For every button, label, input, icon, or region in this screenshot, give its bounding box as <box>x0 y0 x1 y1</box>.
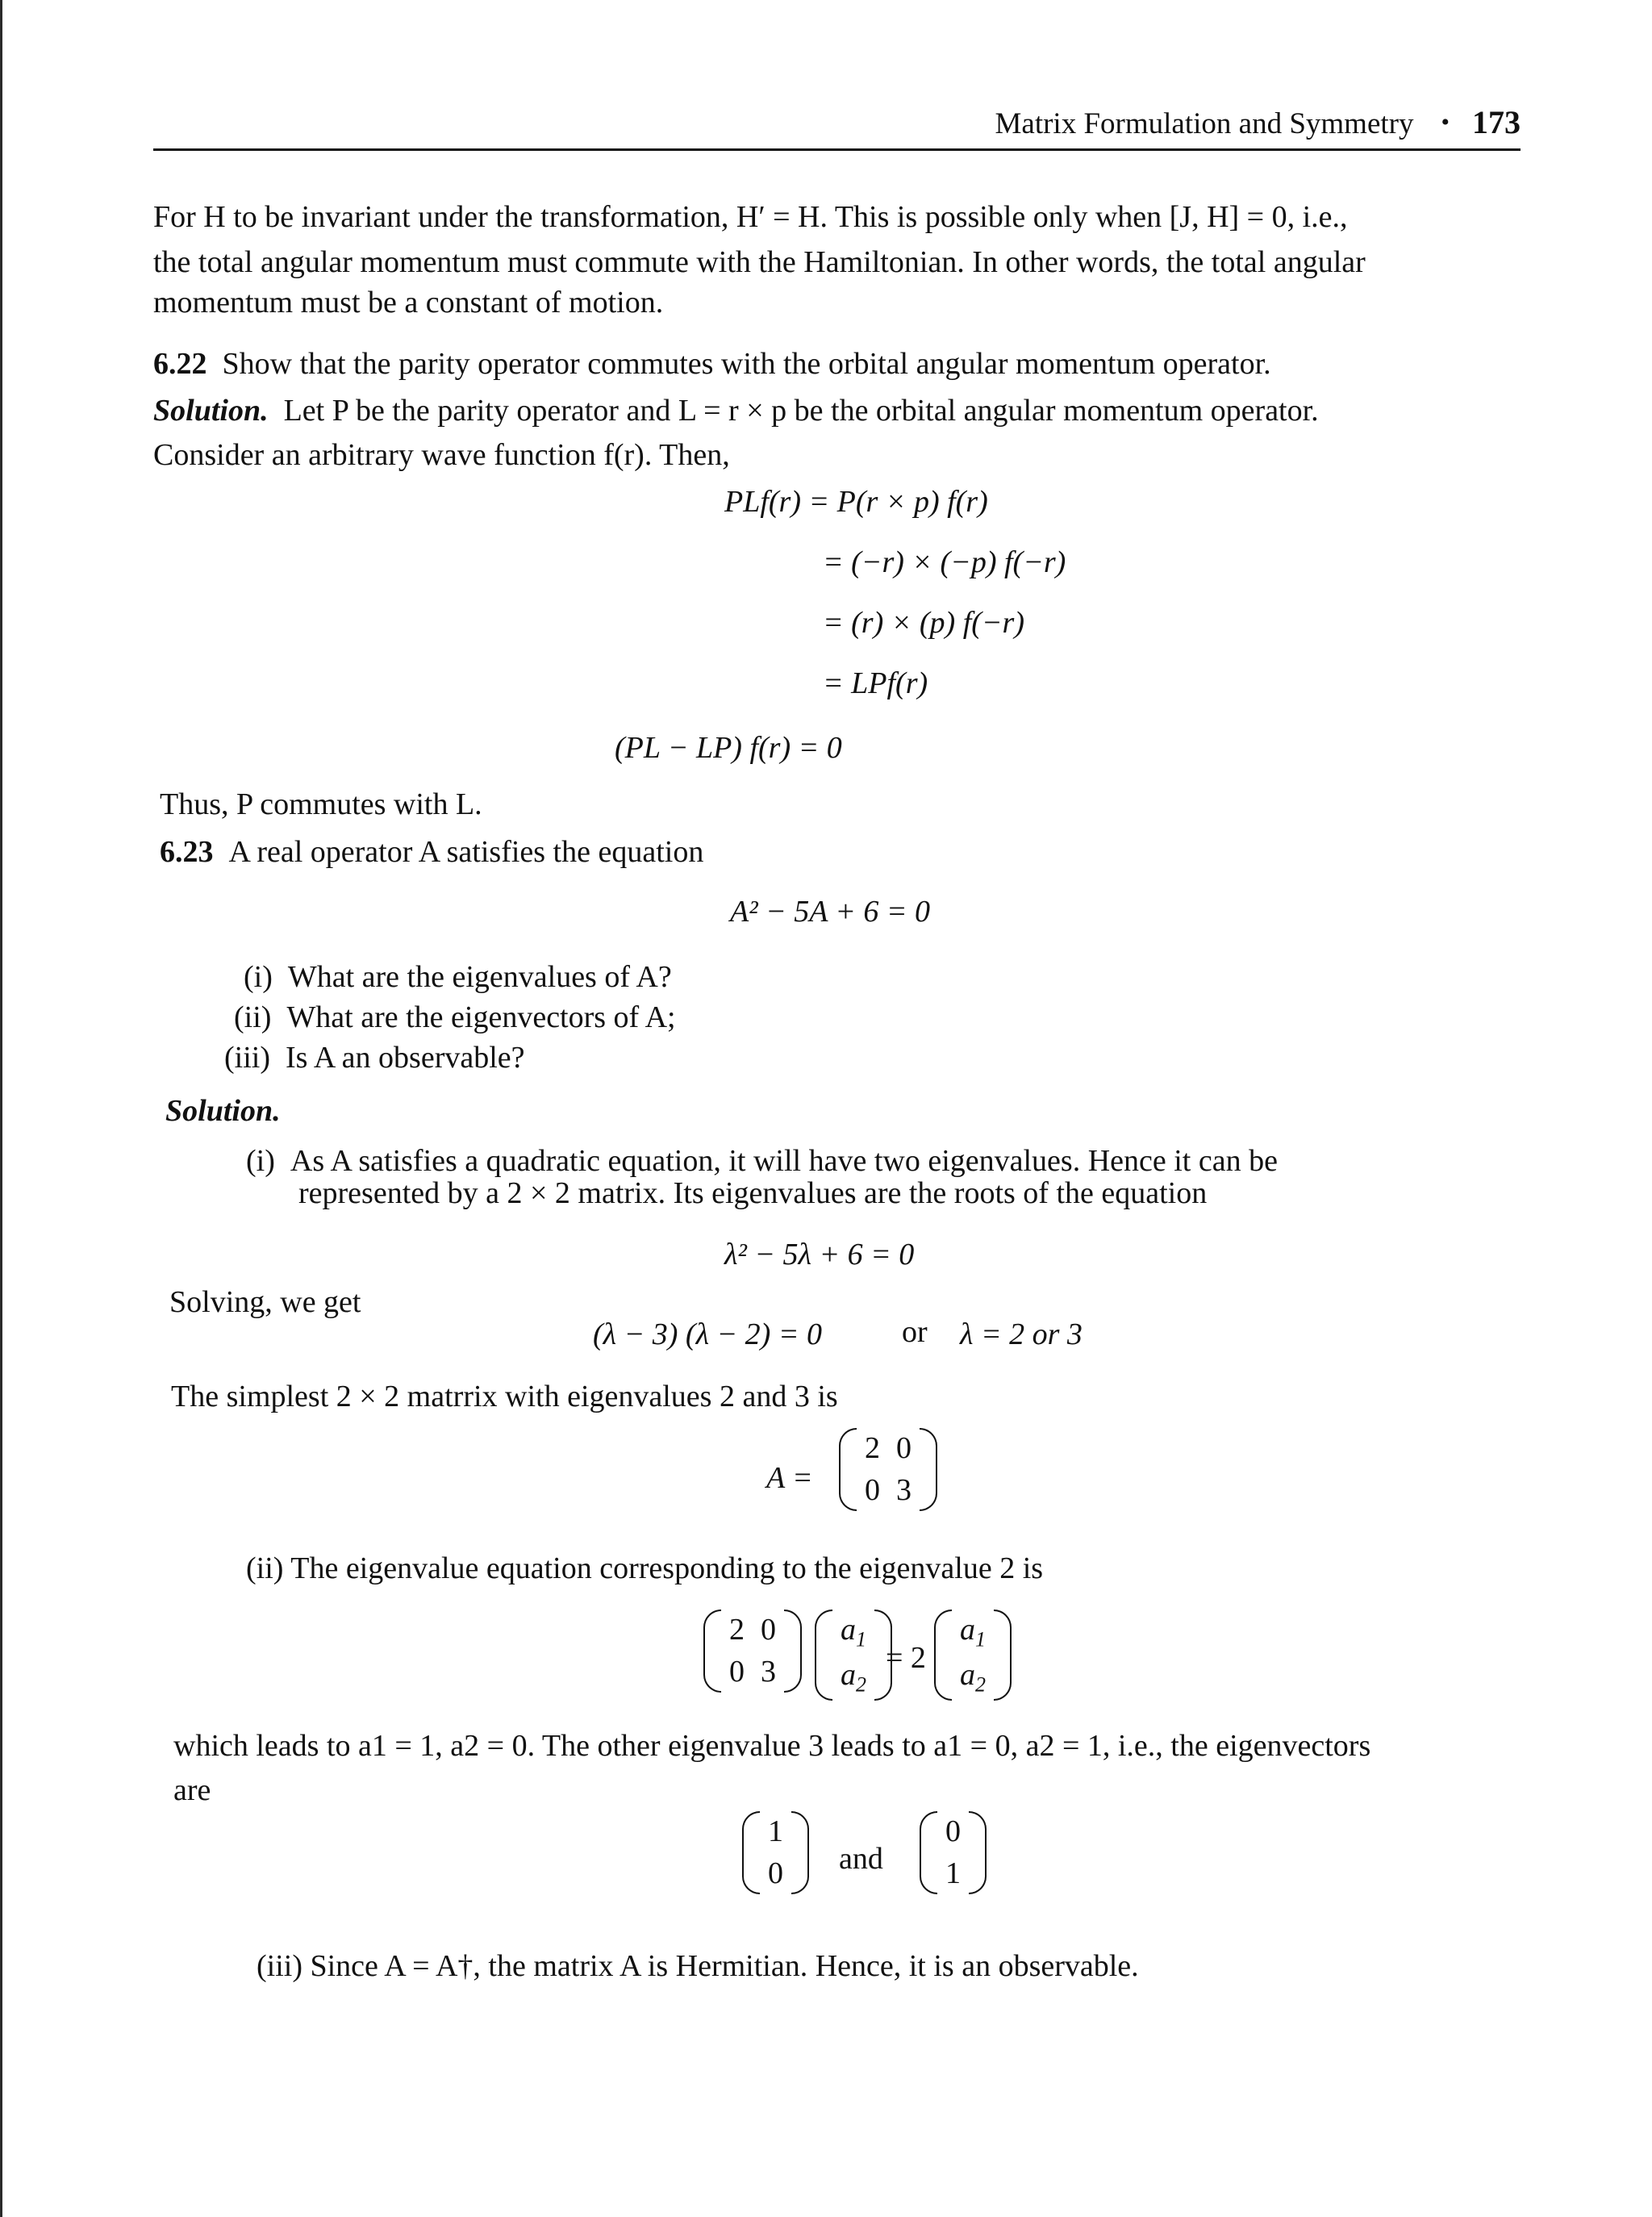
question-text: What are the eigenvectors of A; <box>286 1000 676 1034</box>
equation-line-4: = LPf(r) <box>823 666 928 700</box>
leads-line-2: are <box>173 1773 211 1807</box>
or-word: or <box>902 1315 928 1349</box>
matrix-cell: 3 <box>896 1472 912 1507</box>
equation-line-3: = (r) × (p) f(−r) <box>823 606 1024 640</box>
item-label: (i) <box>246 1144 275 1178</box>
eigenvector-1 <box>742 1811 809 1894</box>
page-header <box>153 103 1521 151</box>
solution-iii-text: (iii) Since A = A†, the matrix A is Hermitian. Hence, it is an observable. <box>257 1949 1139 1983</box>
vector-cell <box>952 1655 994 1700</box>
running-head: Matrix Formulation and Symmetry <box>995 107 1414 140</box>
item-text: As A satisfies a quadratic equation, it will have two eigenvalues. Hence it can be <box>290 1144 1278 1178</box>
eigenvector-column-left <box>815 1610 892 1701</box>
problem-statement: Show that the parity operator commutes with the orbital angular momentum operator. <box>222 347 1271 381</box>
matrix-cell: 3 <box>761 1654 776 1689</box>
vector-index: 2 <box>975 1673 986 1697</box>
solution-text: Let P be the parity operator and L = r × p be the orbital angular momentum operator. <box>283 394 1319 428</box>
vector-index: 2 <box>856 1673 866 1697</box>
question-2 <box>234 1002 676 1033</box>
problem-number: 6.23 <box>160 835 214 869</box>
and-word: and <box>839 1842 883 1876</box>
left-paren <box>839 1428 857 1511</box>
vector-cell <box>832 1610 874 1655</box>
vector-symbol: a <box>841 1613 856 1647</box>
vector-cell <box>832 1655 874 1700</box>
intro-line-3: momentum must be a constant of motion. <box>153 286 664 319</box>
solution-ii-text: (ii) The eigenvalue equation corresponding to the eigenvalue 2 is <box>246 1551 1044 1585</box>
question-1 <box>244 962 672 992</box>
solution-6-22-line-2: Consider an arbitrary wave function f(r). Then, <box>153 438 730 472</box>
right-paren <box>994 1610 1012 1701</box>
eigenvector-2 <box>920 1811 987 1894</box>
question-3 <box>224 1042 525 1073</box>
question-text: Is A an observable? <box>285 1041 525 1075</box>
matrix-cell: 0 <box>896 1431 912 1465</box>
equation-line-5: (PL − LP) f(r) = 0 <box>615 731 842 765</box>
left-paren <box>920 1811 937 1894</box>
vector-index: 1 <box>975 1627 986 1651</box>
problem-statement: A real operator A satisfies the equation <box>228 835 704 869</box>
eigen-matrix <box>703 1610 802 1693</box>
solving-label: Solving, we get <box>169 1285 361 1319</box>
vector-symbol: a <box>841 1658 856 1693</box>
vector-cell: 1 <box>768 1814 783 1848</box>
problem-number: 6.22 <box>153 347 207 381</box>
vector-symbol: a <box>960 1613 975 1647</box>
solution-label-6-23: Solution. <box>165 1094 281 1128</box>
characteristic-equation: λ² − 5λ + 6 = 0 <box>724 1238 915 1271</box>
factored-equation: (λ − 3) (λ − 2) = 0 <box>593 1317 822 1351</box>
solution-i-line-2: represented by a 2 × 2 matrix. Its eigenvalues are the roots of the equation <box>298 1176 1208 1210</box>
left-paren <box>934 1610 952 1701</box>
matrix-a <box>839 1428 937 1511</box>
vector-index: 1 <box>856 1627 866 1651</box>
page-number: 173 <box>1472 104 1521 140</box>
matrix-cell: 0 <box>865 1472 880 1507</box>
solution-label: Solution. <box>153 394 269 428</box>
question-text: What are the eigenvalues of A? <box>287 960 672 994</box>
matrix-cell: 0 <box>761 1613 776 1647</box>
roots: λ = 2 or 3 <box>960 1317 1083 1351</box>
solution-6-22-line-1 <box>153 395 1319 426</box>
vector-cell: 0 <box>768 1856 783 1890</box>
question-label: (iii) <box>224 1041 270 1075</box>
right-paren <box>969 1811 987 1894</box>
intro-line-1: For H to be invariant under the transformation, H′ = H. This is possible only when [J, H] = 0, i.e., <box>153 200 1348 234</box>
equation-line-1: PLf(r) = P(r × p) f(r) <box>724 485 988 519</box>
vector-symbol: a <box>960 1658 975 1693</box>
header-bullet: • <box>1441 109 1450 136</box>
conclusion-6-22: Thus, P commutes with L. <box>160 787 482 821</box>
left-paren <box>703 1610 721 1693</box>
question-label: (ii) <box>234 1000 272 1034</box>
matrix-cell: 2 <box>729 1613 745 1647</box>
matrix-cell: 0 <box>729 1654 745 1689</box>
vector-cell: 1 <box>945 1856 961 1890</box>
right-paren <box>784 1610 802 1693</box>
right-paren <box>791 1811 809 1894</box>
left-paren <box>815 1610 832 1701</box>
equation-line-2: = (−r) × (−p) f(−r) <box>823 545 1066 579</box>
simplest-matrix-text: The simplest 2 × 2 matrrix with eigenvalues 2 and 3 is <box>171 1380 838 1413</box>
right-paren <box>920 1428 937 1511</box>
matrix-a-lhs: A = <box>766 1461 813 1495</box>
vector-cell <box>952 1610 994 1655</box>
solution-i-line-1 <box>246 1146 1278 1176</box>
left-paren <box>742 1811 760 1894</box>
vector-cell: 0 <box>945 1814 961 1848</box>
problem-6-22 <box>153 349 1271 379</box>
intro-line-2: the total angular momentum must commute with the Hamiltonian. In other words, the total angular <box>153 245 1366 279</box>
eigenvector-column-right <box>934 1610 1012 1701</box>
matrix-cell: 2 <box>865 1431 880 1465</box>
page-left-edge <box>0 0 2 2217</box>
eigen-equals-rhs: = 2 <box>886 1641 926 1675</box>
problem-6-23 <box>160 837 703 867</box>
question-label: (i) <box>244 960 273 994</box>
operator-equation: A² − 5A + 6 = 0 <box>730 895 931 929</box>
leads-line-1: which leads to a1 = 1, a2 = 0. The other eigenvalue 3 leads to a1 = 0, a2 = 1, i.e., the eigenvectors <box>173 1729 1371 1763</box>
